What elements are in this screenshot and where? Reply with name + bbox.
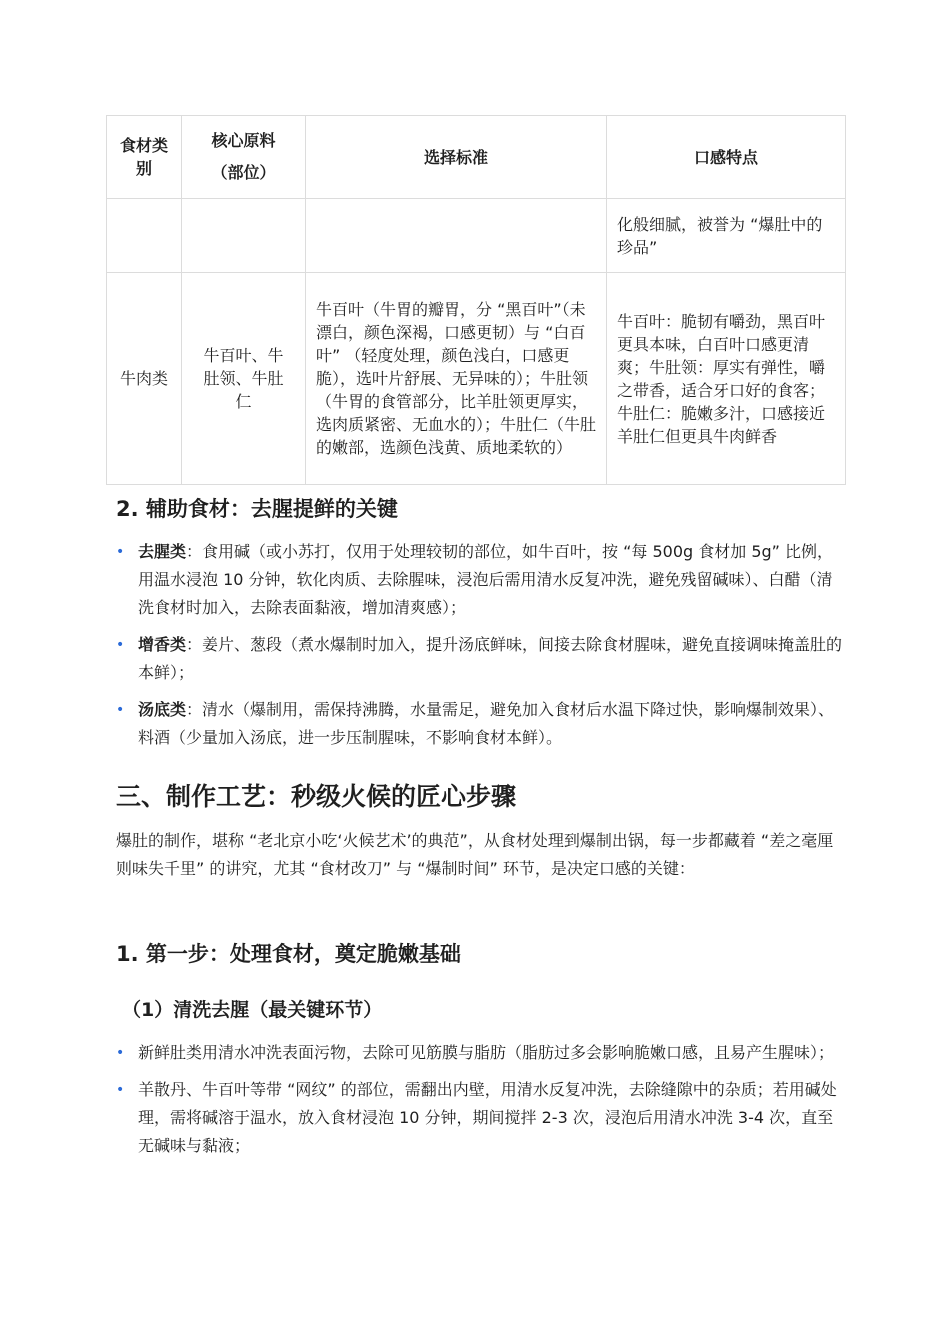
list-item-label: 增香类 bbox=[138, 635, 187, 654]
header-selection: 选择标准 bbox=[306, 116, 607, 199]
table-cell: 牛百叶：脆韧有嚼劲，黑百叶更具本味，白百叶口感更清爽；牛肚领：厚实有弹性，嚼之带香，适合牙口好的食客；牛肚仁：脆嫩多汁，口感接近羊肚仁但更具牛肉鲜香 bbox=[607, 273, 846, 485]
step1-heading: 1. 第一步：处理食材，奠定脆嫩基础 bbox=[116, 942, 461, 966]
header-core-material-line2: （部位） bbox=[211, 163, 276, 182]
list-item bbox=[116, 696, 846, 752]
bullet-icon: • bbox=[116, 1045, 125, 1061]
table-header-row bbox=[107, 116, 846, 199]
table-cell: 牛百叶、牛肚领、牛肚仁 bbox=[182, 273, 306, 485]
list-item-text: ：清水（爆制用，需保持沸腾，水量需足，避免加入食材后水温下降过快，影响爆制效果）、料酒（少量加入汤底，进一步压制腥味，不影响食材本鲜）。 bbox=[138, 700, 835, 747]
list-item bbox=[116, 631, 846, 687]
table-cell: 牛肉类 bbox=[107, 273, 182, 485]
bullet-icon: • bbox=[116, 1082, 125, 1098]
list-item-text: 羊散丹、牛百叶等带 “网纹” 的部位，需翻出内壁，用清水反复冲洗，去除缝隙中的杂质；若用碱处理，需将碱溶于温水，放入食材浸泡 10 分钟，期间搅拌 2-3 次，浸泡后用清水冲洗 3-4 次，直至无碱味与黏液； bbox=[138, 1080, 837, 1155]
list-item-text: ：姜片、葱段（煮水爆制时加入，提升汤底鲜味，间接去除食材腥味，避免直接调味掩盖肚的本鲜）； bbox=[138, 635, 843, 682]
table-cell bbox=[182, 199, 306, 273]
table-cell: 牛百叶（牛胃的瓣胃，分 “黑百叶”（未漂白，颜色深褐，口感更韧）与 “白百叶” （轻度处理，颜色浅白，口感更脆），选叶片舒展、无异味的）；牛肚领（牛胃的食管部分，比羊肚领更厚实，选肉质紧密、无血水的）；牛肚仁（牛肚的嫩部，选颜色浅黄、质地柔软的） bbox=[306, 273, 607, 485]
section-heading-craft: 三、制作工艺：秒级火候的匠心步骤 bbox=[116, 782, 517, 811]
list-item-label: 去腥类 bbox=[138, 542, 187, 561]
list-item-text: ：食用碱（或小苏打，仅用于处理较韧的部位，如牛百叶，按 “每 500g 食材加 5g” 比例，用温水浸泡 10 分钟，软化肉质、去除腥味，浸泡后需用清水反复冲洗，避免残留碱味）、白醋（清洗食材时加入，去除表面黏液，增加清爽感）； bbox=[138, 542, 834, 617]
table-row bbox=[107, 273, 846, 485]
list-item-label: 汤底类 bbox=[138, 700, 187, 719]
table-cell: 化般细腻，被誉为 “爆肚中的珍品” bbox=[607, 199, 846, 273]
list-item bbox=[116, 1076, 846, 1160]
bullet-icon: • bbox=[116, 544, 125, 560]
bullet-icon: • bbox=[116, 637, 125, 653]
table-cell bbox=[306, 199, 607, 273]
table-cell bbox=[107, 199, 182, 273]
step1-list bbox=[116, 1039, 846, 1169]
table-row bbox=[107, 199, 846, 273]
step1-subheading: （1）清洗去腥（最关键环节） bbox=[122, 999, 383, 1021]
header-category: 食材类别 bbox=[107, 116, 182, 199]
list-item-text: 新鲜肚类用清水冲洗表面污物，去除可见筋膜与脂肪（脂肪过多会影响脆嫩口感，且易产生腥味）； bbox=[138, 1043, 835, 1062]
header-core-material-line1: 核心原料 bbox=[211, 131, 276, 150]
header-core-material bbox=[182, 116, 306, 199]
list-item bbox=[116, 1039, 846, 1067]
list-item bbox=[116, 538, 846, 622]
aux-list bbox=[116, 538, 846, 761]
header-taste: 口感特点 bbox=[607, 116, 846, 199]
craft-intro-paragraph: 爆肚的制作，堪称 “老北京小吃‘火候艺术’的典范”，从食材处理到爆制出锅，每一步都藏着 “差之毫厘则味失千里” 的讲究，尤其 “食材改刀” 与 “爆制时间” 环节，是决定口感的关键： bbox=[116, 831, 834, 878]
bullet-icon: • bbox=[116, 702, 125, 718]
section-heading-aux: 2. 辅助食材：去腥提鲜的关键 bbox=[116, 497, 398, 521]
ingredient-table bbox=[106, 115, 846, 485]
